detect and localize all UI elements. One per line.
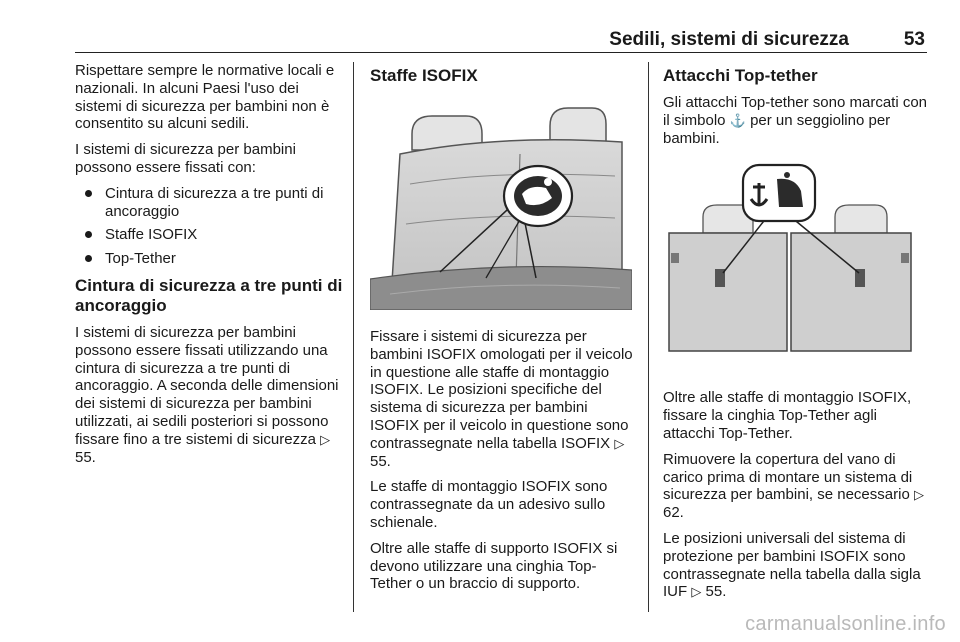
paragraph: I sistemi di sicurezza per bambini possono essere fissati utilizzando una cintura di sicurezza a tre punti di ancoraggio. A seconda delle dimensioni dei sistemi di sicurezza per bambini utilizzati, ai sedili posteriori si possono fissare fino a tre sistemi di sicurezza ▷ 55.	[75, 323, 339, 466]
column-right	[663, 62, 929, 609]
section-heading: Staffe ISOFIX	[370, 66, 478, 85]
section-title: Sedili, sistemi di sicurezza	[609, 29, 849, 50]
paragraph: I sistemi di sicurezza per bambini possono essere fissati con:	[75, 141, 296, 176]
paragraph: Le staffe di montaggio ISOFIX sono contrassegnate da un adesivo sullo schienale.	[370, 478, 608, 531]
top-tether-seat-illustration	[663, 155, 925, 371]
paragraph: Oltre alle staffe di montaggio ISOFIX, fissare la cinghia Top-Tether agli attacchi Top-Tether.	[663, 389, 912, 442]
triangle-arrow-icon: ▷	[614, 435, 625, 451]
paragraph: Fissare i sistemi di sicurezza per bambini ISOFIX omologati per il veicolo in questione alle staffe di montaggio ISOFIX. Le posizioni specifiche del sistema di sicurezza per bambini ISOFIX per il veicolo in questione sono contrassegnate nella tabella ISOFIX ▷ 55.	[370, 328, 633, 470]
column-middle	[370, 62, 634, 601]
page-header	[75, 28, 927, 53]
section-heading: Cintura di sicurezza a tre punti di ancoraggio	[75, 275, 343, 315]
column-left	[75, 62, 345, 474]
paragraph: Gli attacchi Top-tether sono marcati con il simbolo ⚓ per un seggiolino per bambini.	[663, 94, 928, 147]
paragraph: Rimuovere la copertura del vano di carico prima di montare un sistema di sicurezza per bambini, se necessario ▷ 62.	[663, 450, 924, 522]
triangle-arrow-icon: ▷	[691, 584, 702, 600]
triangle-arrow-icon: ▷	[913, 487, 924, 503]
list-item: Cintura di sicurezza a tre punti di ancoraggio	[75, 185, 345, 221]
page-reference-link[interactable]: 55.	[370, 452, 391, 470]
paragraph: Le posizioni universali del sistema di protezione per bambini ISOFIX sono contrassegnate nella tabella dalla sigla IUF ▷ 55.	[663, 529, 921, 601]
page-reference-link[interactable]: 55.	[75, 448, 96, 466]
page-reference-link[interactable]: 62.	[663, 504, 684, 522]
column-divider	[648, 62, 649, 612]
list-item: Staffe ISOFIX	[75, 226, 345, 244]
bullet-list	[75, 185, 345, 268]
page-number: 53	[903, 29, 925, 50]
isofix-seat-illustration	[370, 94, 632, 310]
paragraph: Oltre alle staffe di supporto ISOFIX si devono utilizzare una cinghia Top-Tether o un braccio di supporto.	[370, 539, 618, 593]
page-reference-link[interactable]: 55.	[705, 583, 727, 601]
paragraph: Rispettare sempre le normative locali e nazionali. In alcuni Paesi l'uso dei sistemi di sicurezza per bambini non è consentito su alcuni sedili.	[75, 62, 335, 133]
anchor-seat-icon: ⚓	[729, 112, 746, 128]
section-heading: Attacchi Top-tether	[663, 66, 818, 85]
triangle-arrow-icon: ▷	[320, 431, 331, 447]
watermark: carmanualsonline.info	[745, 613, 946, 635]
list-item: Top-Tether	[75, 250, 345, 268]
column-divider	[353, 62, 354, 612]
